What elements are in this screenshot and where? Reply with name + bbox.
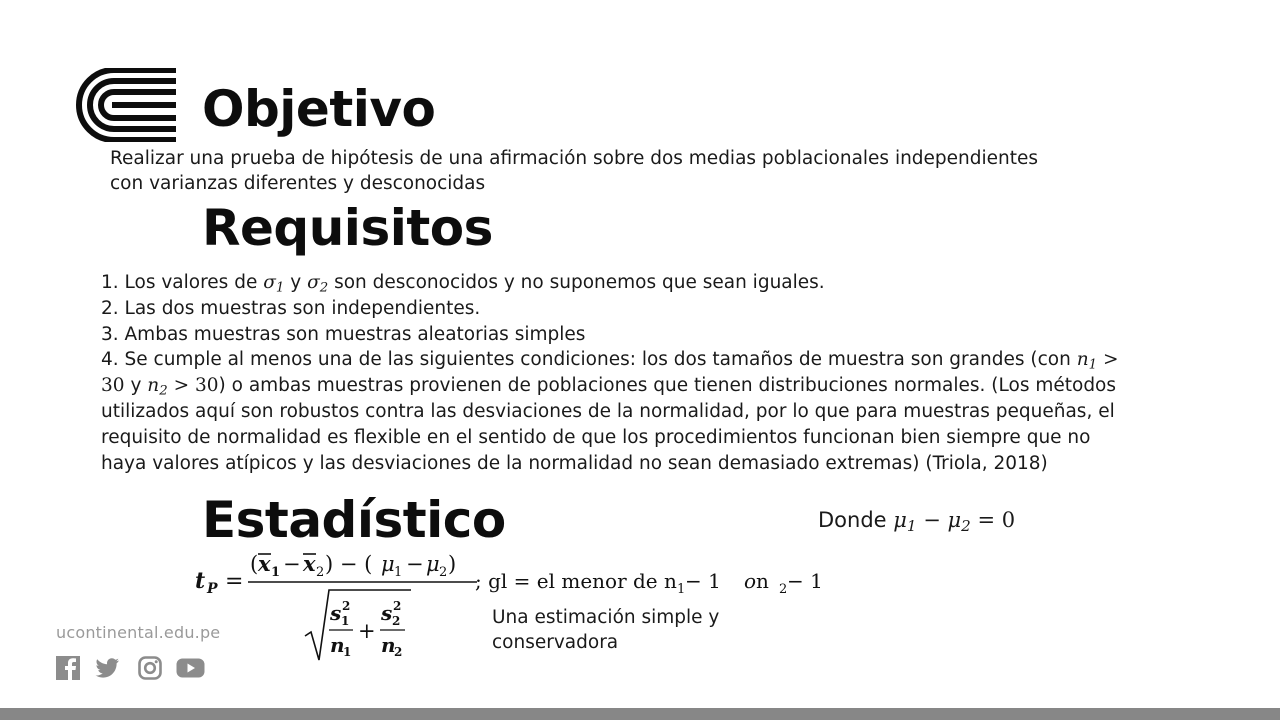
- requirement-4: 4. Se cumple al menos una de las siguientes condiciones: los dos tamaños de muestra son grandes (con $n_1$ >: [101, 349, 1119, 373]
- svg-text:2: 2: [316, 565, 325, 580]
- svg-text:; gl = el menor de n: ; gl = el menor de n: [475, 569, 677, 593]
- svg-text:=: =: [225, 569, 244, 594]
- svg-text:μ: μ: [426, 552, 440, 576]
- svg-text:2: 2: [394, 645, 403, 659]
- bottom-bar: [0, 708, 1280, 720]
- svg-text:1: 1: [341, 614, 350, 628]
- svg-text:1: 1: [394, 565, 403, 580]
- requirement-4-line-5: haya valores atípicos y las desviaciones de la normalidad no sean demasiado extremas) (Triola, 2018): [101, 452, 1048, 474]
- objective-text: [110, 146, 1210, 196]
- svg-text:s: s: [330, 601, 342, 625]
- svg-text:μ: μ: [381, 552, 395, 576]
- svg-text:2: 2: [779, 582, 788, 597]
- requirements-list: [101, 270, 1231, 476]
- svg-text:n: n: [330, 633, 345, 657]
- svg-text:− 1: − 1: [685, 569, 721, 593]
- svg-text:1: 1: [677, 582, 686, 597]
- svg-text:1: 1: [271, 565, 281, 580]
- svg-text:x: x: [303, 551, 316, 576]
- heading-requisitos: Requisitos: [202, 199, 493, 257]
- twitter-icon[interactable]: [94, 655, 120, 681]
- requirement-1: 1. Los valores de $\sigma_1$ y $\sigma_2$ son desconocidos y no suponemos que sean iguales.: [101, 272, 825, 296]
- instagram-icon[interactable]: [137, 655, 163, 681]
- svg-text:): ): [448, 552, 457, 576]
- formula-note: Una estimación simple y conservadora: [492, 607, 720, 653]
- objective-line-1: Realizar una prueba de hipótesis de una afirmación sobre dos medias poblacionales independientes: [110, 148, 1039, 169]
- svg-text:t: t: [195, 568, 206, 594]
- donde-condition: Donde $\mu_1 - \mu_2 = 0$: [818, 508, 1016, 535]
- svg-text:2: 2: [393, 599, 402, 613]
- youtube-icon[interactable]: [176, 655, 205, 681]
- svg-text:−: −: [406, 552, 424, 576]
- svg-text:− 1: − 1: [787, 569, 823, 593]
- svg-text:P: P: [207, 581, 218, 597]
- svg-text:) − (: ) − (: [325, 552, 373, 576]
- requirement-2: 2. Las dos muestras son independientes.: [101, 297, 481, 319]
- requirement-3: 3. Ambas muestras son muestras aleatorias simples: [101, 323, 586, 345]
- requirement-4-cont: 30 y $n_2 > 30$) o ambas muestras provienen de poblaciones que tienen distribuciones normales. (Los métodos: [101, 375, 1117, 399]
- social-links: [55, 655, 205, 681]
- heading-objetivo: Objetivo: [202, 80, 436, 138]
- objective-line-2: con varianzas diferentes y desconocidas: [110, 173, 486, 194]
- heading-estadistico: Estadístico: [202, 491, 506, 549]
- svg-text:n: n: [756, 569, 769, 593]
- requirement-4-line-4: requisito de normalidad es flexible en el sentido de que los procedimientos funcionan bien siempre que no: [101, 426, 1091, 448]
- website-url[interactable]: ucontinental.edu.pe: [56, 623, 221, 642]
- svg-text:x: x: [258, 551, 271, 576]
- svg-text:−: −: [283, 552, 301, 576]
- svg-text:(: (: [250, 552, 259, 576]
- facebook-icon[interactable]: [55, 655, 81, 681]
- svg-text:2: 2: [392, 614, 401, 628]
- svg-text:n: n: [381, 633, 396, 657]
- svg-text:1: 1: [343, 645, 352, 659]
- svg-text:+: +: [358, 619, 376, 643]
- continental-logo-icon: [76, 68, 180, 142]
- svg-text:s: s: [381, 601, 393, 625]
- svg-text:o: o: [744, 569, 757, 593]
- requirement-4-line-3: utilizados aquí son robustos contra las desviaciones de la normalidad, por lo que para muestras pequeñas, el: [101, 400, 1115, 422]
- svg-text:2: 2: [342, 599, 351, 613]
- svg-text:2: 2: [439, 565, 448, 580]
